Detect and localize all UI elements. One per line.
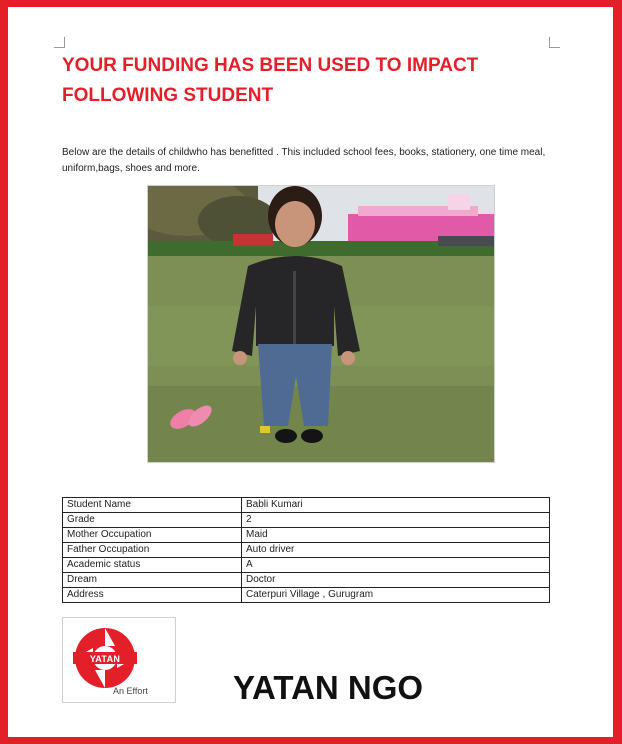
row-label: Academic status [63, 558, 242, 573]
row-label: Address [63, 588, 242, 603]
margin-mark-top-right [549, 37, 560, 48]
table-row [63, 528, 550, 543]
row-value: Caterpuri Village , Gurugram [242, 588, 550, 603]
row-value: Auto driver [242, 543, 550, 558]
row-value: 2 [242, 513, 550, 528]
table-row [63, 498, 550, 513]
table-row [63, 573, 550, 588]
row-value: A [242, 558, 550, 573]
yatan-logo [62, 617, 176, 703]
logo-text: YATAN [89, 654, 121, 664]
row-label: Mother Occupation [63, 528, 242, 543]
table-row [63, 558, 550, 573]
organization-name: YATAN NGO [233, 669, 424, 706]
title-line-1: YOUR FUNDING HAS BEEN USED TO IMPACT [62, 55, 479, 76]
student-photo [147, 185, 495, 463]
student-details-table [62, 497, 550, 603]
logo-tagline: An Effort [113, 686, 148, 696]
row-label: Student Name [63, 498, 242, 513]
title-line-2: FOLLOWING STUDENT [62, 85, 274, 106]
page-title [62, 51, 562, 111]
row-label: Father Occupation [63, 543, 242, 558]
row-value: Doctor [242, 573, 550, 588]
row-label: Grade [63, 513, 242, 528]
table-row [63, 543, 550, 558]
table-row [63, 588, 550, 603]
margin-mark-top-left [54, 37, 65, 48]
row-value: Maid [242, 528, 550, 543]
table-row [63, 513, 550, 528]
row-label: Dream [63, 573, 242, 588]
row-value: Babli Kumari [242, 498, 550, 513]
intro-paragraph: Below are the details of childwho has benefitted . This included school fees, books, stationery, one time meal, uniform,bags, shoes and more. [62, 147, 546, 174]
